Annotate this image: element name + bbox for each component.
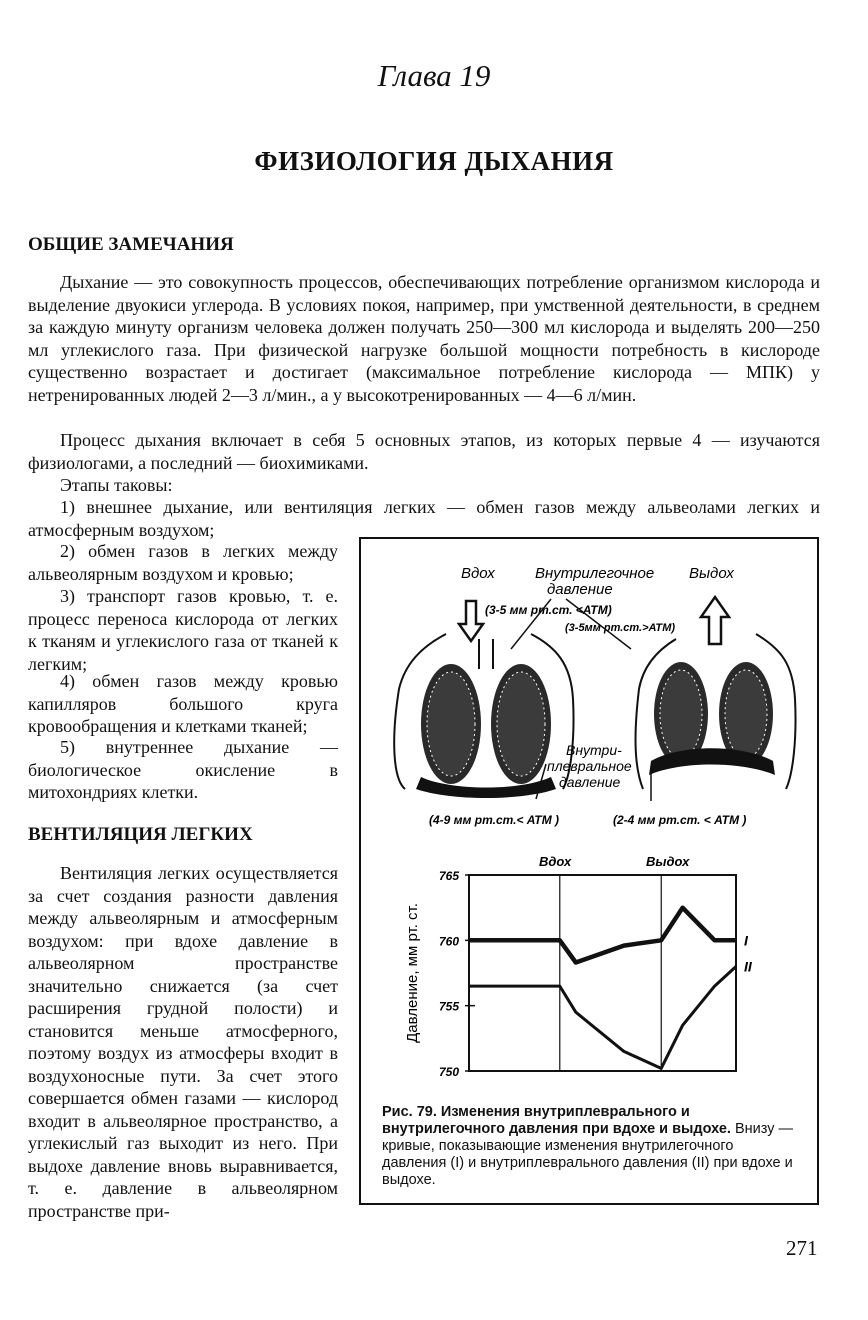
y-tick-label: 765 [439,869,460,883]
label-inhale: Вдох [461,565,495,582]
chapter-label: Глава 19 [377,58,491,93]
label-exhale-pressure: (3-5мм рт.ст.>АТМ) [565,622,676,634]
label-inhale-pressure: (3-5 мм рт.ст. <АТМ) [485,603,612,617]
stage-5: 5) внутреннее дыхание — биологическое окисление в митохондриях клетки. [28,737,338,802]
stage-2: 2) обмен газов в легких между альвеолярным воздухом и кровью; [28,541,338,584]
stage-3: 3) транспорт газов кровью, т. е. процесс переноса кислорода от легких к тканям и углекислого газа от тканей к легким; [28,586,338,674]
paragraph-definition: Дыхание — это совокупность процессов, обеспечивающих потребление организмом кислорода и выделение двуокиси углерода. В условиях покоя, например, при умственной деятельности, в среднем за каждую минуту организм человека должен получать 250—300 мл кислорода и выделять 200—250 мл углекислого газа. При физической нагрузке большой мощности потребность в кислороде существенно возрастает и достигает (максимальное потребление кислорода — МПК) у нетренированных людей 2—3 л/мин., а у высокотренированных — 4—6 л/мин. [28,272,820,405]
caption-text: Внизу — кривые, показывающие изменения внутрилегочного давления (I) и внутриплеврального давления (II) при вдохе и выдохе. [382,1121,793,1188]
section-heading-ventilation: ВЕНТИЛЯЦИЯ ЛЕГКИХ [28,824,253,845]
graph-label-inhale: Вдох [539,854,572,869]
series-label-I: I [744,932,748,949]
series-line-II [469,967,736,1069]
paragraph-ventilation: Вентиляция легких осуществляется за счет создания разности давления между альвеолярным и атмосферным воздухом: при вдохе давление в альвеолярном пространстве значительно снижается (за счет расширения грудной полости) и становится меньше атмосферного, поэтому воздух из атмосферы входит в воздухоносные пути. За счет этого совершается обмен газами — кислород входит в альвеолярное пространство, а углекислый газ выходит из него. При выдохе давление вновь выравнивается, т. е. давление в альвеолярном пространстве при- [28,863,338,1221]
label-intrapulmonary-1: Внутрилегочное [535,565,655,582]
paragraph-stages-label: Этапы таковы: [60,475,173,495]
lungs-exhale-illustration [636,634,796,789]
y-tick-label: 760 [439,934,460,949]
label-intrapleural-3: давление [559,774,621,790]
chart-frame [469,875,736,1071]
label-exhale: Выдох [689,565,734,582]
label-pleural-exhale: (2-4 мм рт.ст. < АТМ ) [613,813,747,827]
label-intrapleural-2: плевральное [547,758,632,774]
pressure-chart [404,869,753,1079]
stage-1: 1) внешнее дыхание, или вентиляция легких — обмен газов между альвеолами легких и атмосферным воздухом; [28,497,820,540]
figure-caption [382,1104,796,1189]
series-label-II: II [744,958,752,975]
inhale-arrow-icon [459,601,483,641]
label-pleural-inhale: (4-9 мм рт.ст.< АТМ ) [429,813,560,827]
y-tick-label: 755 [439,999,460,1014]
y-tick-label: 750 [439,1065,460,1079]
y-axis-label: Давление, мм рт. ст. [404,903,421,1043]
stage-4: 4) обмен газов между кровью капилляров большого круга кровообращения и клетками тканей; [28,671,338,736]
caption-title: Рис. 79. Изменения внутриплеврального и внутрилегочного давления при вдохе и выдохе. [382,1104,731,1137]
graph-label-exhale: Выдох [646,854,690,869]
exhale-arrow-icon [701,597,729,644]
section-heading-general: ОБЩИЕ ЗАМЕЧАНИЯ [28,234,234,255]
series-line-I [469,908,736,963]
label-intrapulmonary-2: давление [547,581,613,598]
label-intrapleural-1: Внутри- [566,742,622,758]
page-number: 271 [786,1236,818,1260]
chapter-title: ФИЗИОЛОГИЯ ДЫХАНИЯ [254,146,614,176]
paragraph-stages-intro: Процесс дыхания включает в себя 5 основных этапов, из которых первые 4 — изучаются физиологами, а последний — биохимиками. [28,430,820,473]
